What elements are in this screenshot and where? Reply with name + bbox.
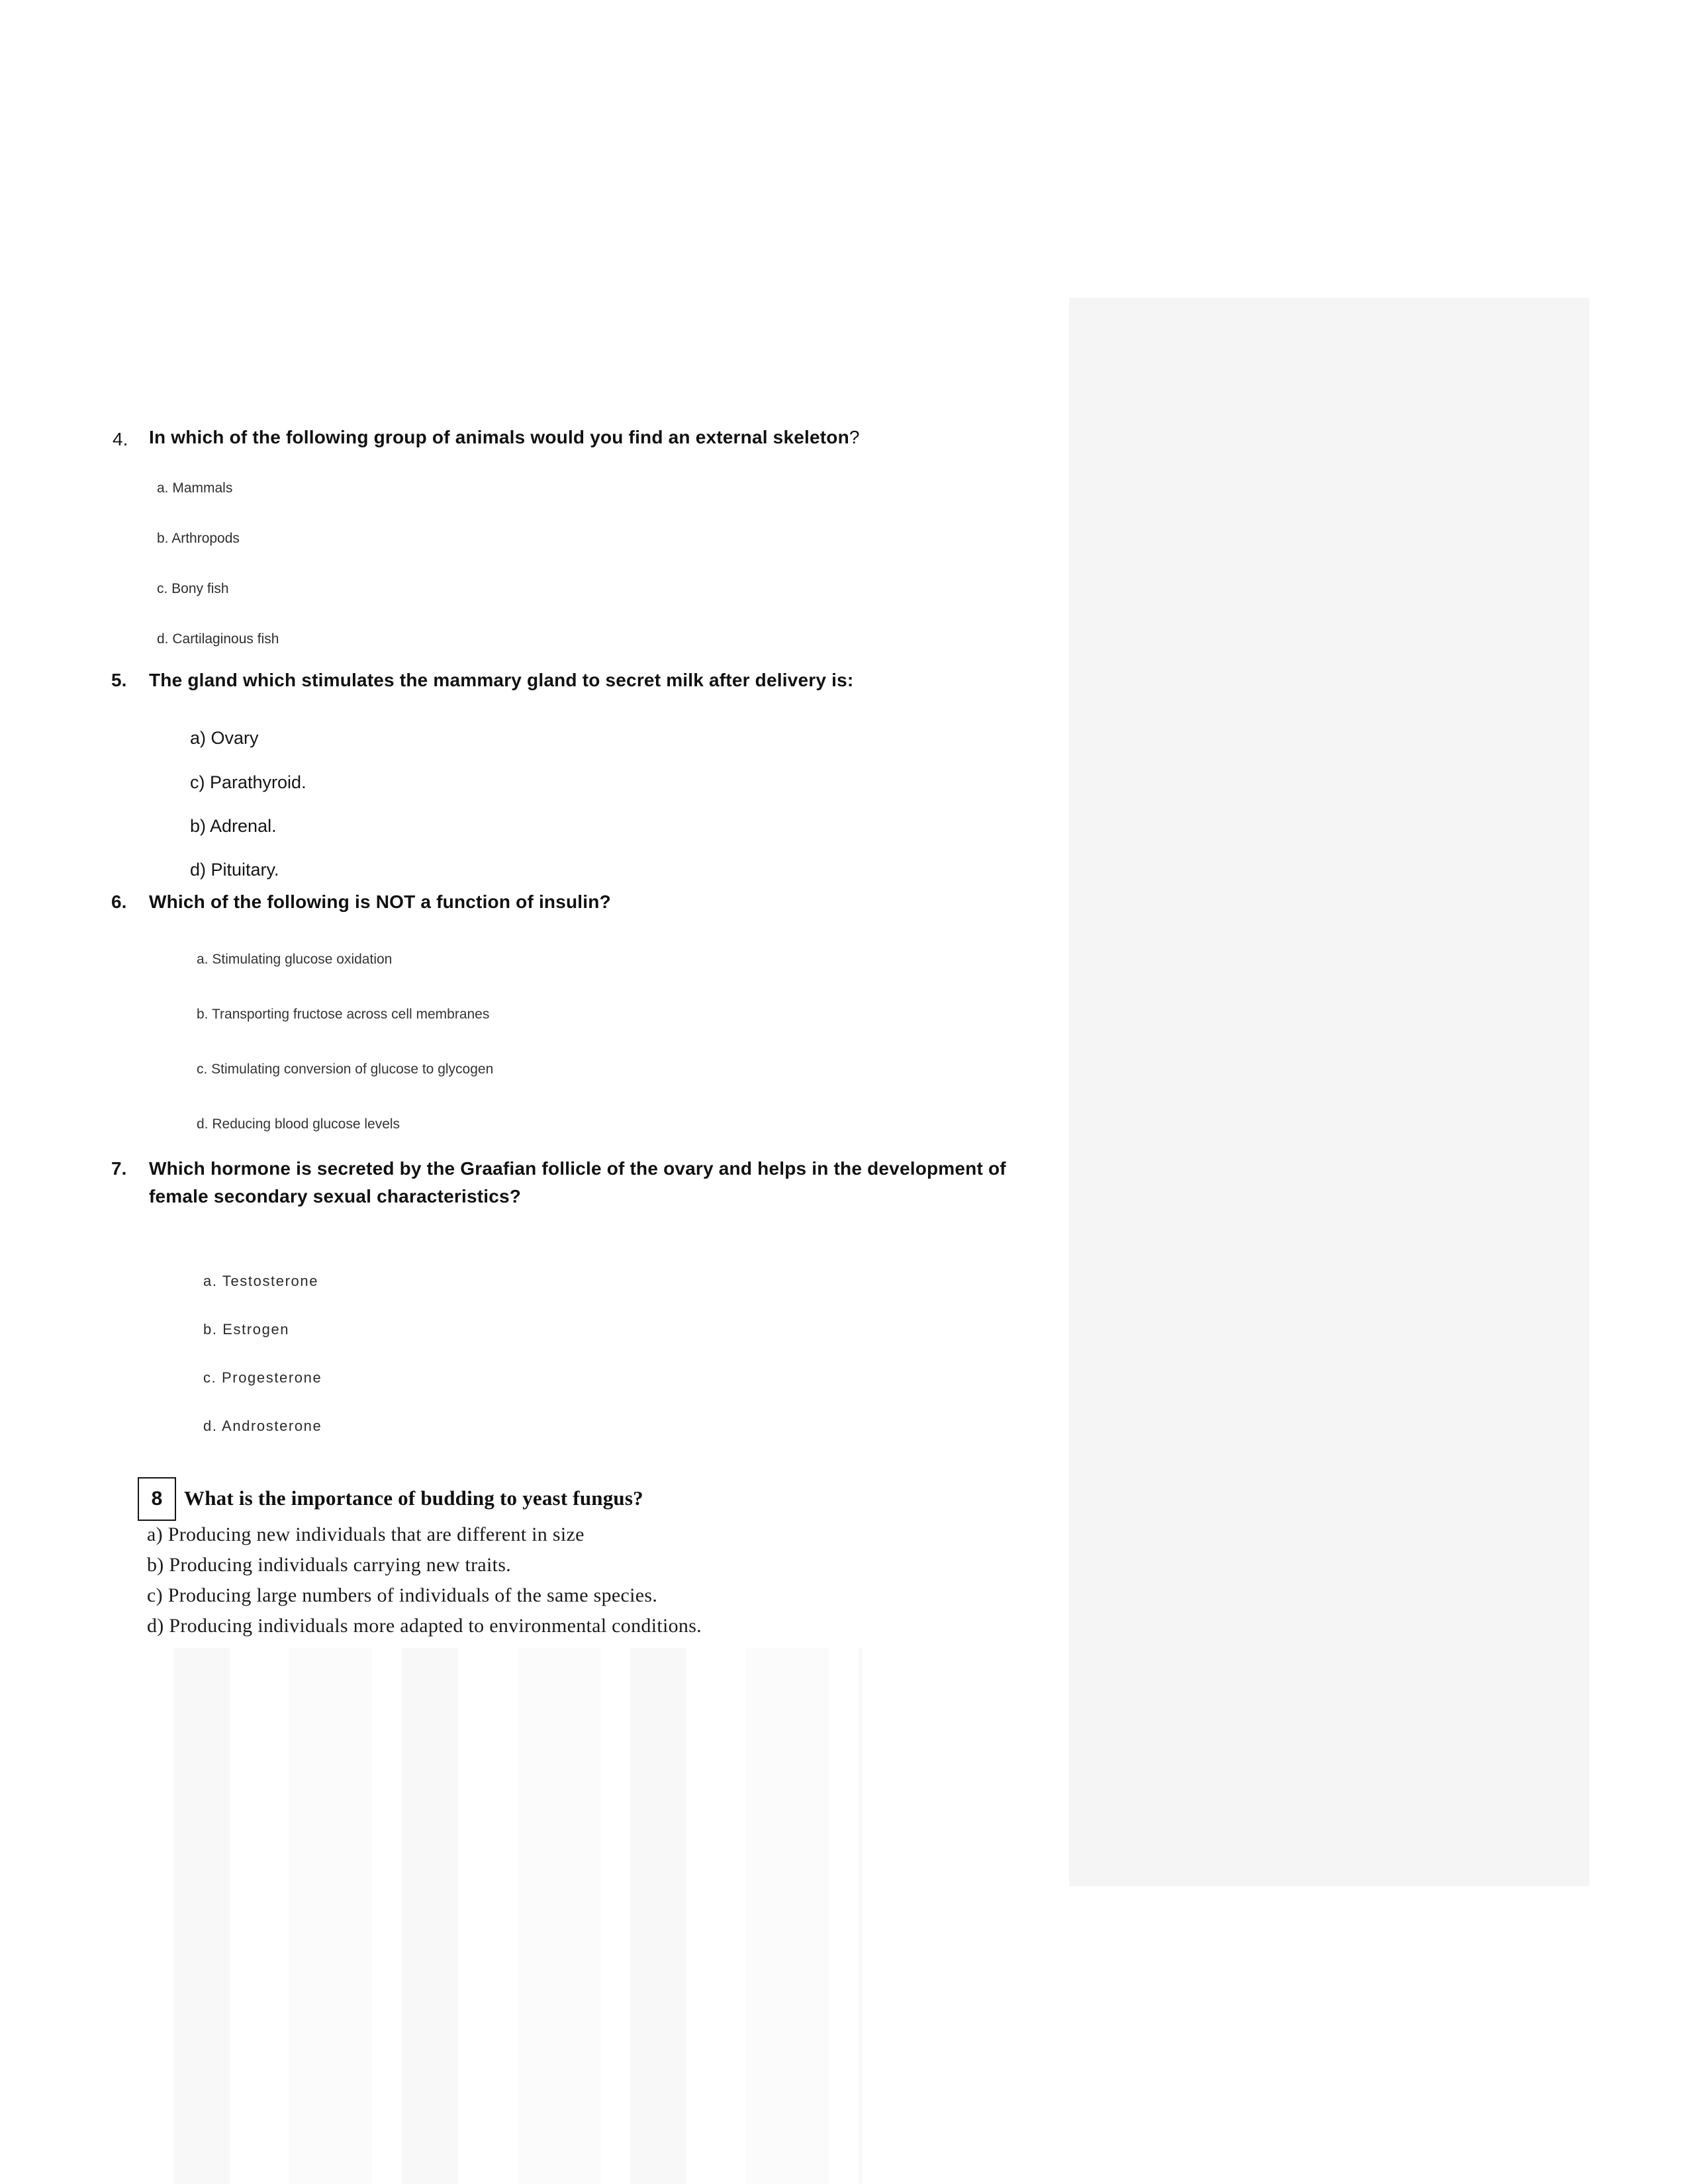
question-7-title-line1: Which hormone is secreted by the Graafian follicle of the ovary and helps in the development of <box>149 1158 1006 1179</box>
question-7-number: 7. <box>111 1158 127 1179</box>
question-8-option-a: a) Producing new individuals that are different in size <box>147 1524 585 1545</box>
question-7-title-line2: female secondary sexual characteristics? <box>149 1186 522 1206</box>
question-6-title: Which of the following is NOT a function of insulin? <box>149 891 611 912</box>
question-4-option-a: a. Mammals <box>157 480 233 496</box>
question-6-option-d: d. Reducing blood glucose levels <box>197 1116 400 1132</box>
scan-artifact-stripes <box>173 1648 862 2184</box>
question-5-option-c: c) Parathyroid. <box>190 772 306 792</box>
question-5-option-a: a) Ovary <box>190 728 259 748</box>
question-5-option-d: d) Pituitary. <box>190 860 279 880</box>
question-7-option-b: b. Estrogen <box>203 1321 290 1338</box>
scan-gray-panel <box>1069 298 1589 1886</box>
question-7-option-d: d. Androsterone <box>203 1418 322 1434</box>
question-7-option-a: a. Testosterone <box>203 1273 319 1289</box>
question-4-option-b: b. Arthropods <box>157 531 240 546</box>
question-4-title-suffix: ? <box>849 427 860 447</box>
question-6-option-c: c. Stimulating conversion of glucose to glycogen <box>197 1062 494 1077</box>
question-6-option-b: b. Transporting fructose across cell membranes <box>197 1007 490 1022</box>
question-8-option-b: b) Producing individuals carrying new traits. <box>147 1554 512 1576</box>
question-7-option-c: c. Progesterone <box>203 1369 322 1386</box>
question-8-number: 8 <box>151 1488 163 1510</box>
question-8-title: What is the importance of budding to yeast fungus? <box>184 1486 643 1510</box>
question-4-option-d: d. Cartilaginous fish <box>157 631 279 647</box>
question-5-option-b: b) Adrenal. <box>190 816 277 836</box>
question-8-option-d: d) Producing individuals more adapted to environmental conditions. <box>147 1615 702 1637</box>
question-8-option-c: c) Producing large numbers of individuals of the same species. <box>147 1584 658 1606</box>
question-8-number-box <box>138 1477 176 1521</box>
question-5-title: The gland which stimulates the mammary gland to secret milk after delivery is: <box>149 670 854 690</box>
question-4-title-text: In which of the following group of animals would you find an external skeleton <box>149 427 849 447</box>
question-6-number: 6. <box>111 891 127 912</box>
question-4-option-c: c. Bony fish <box>157 581 229 596</box>
question-4-number: 4. <box>113 429 128 449</box>
question-4-title <box>149 427 860 448</box>
question-5-number: 5. <box>111 670 127 690</box>
question-6-option-a: a. Stimulating glucose oxidation <box>197 952 393 967</box>
